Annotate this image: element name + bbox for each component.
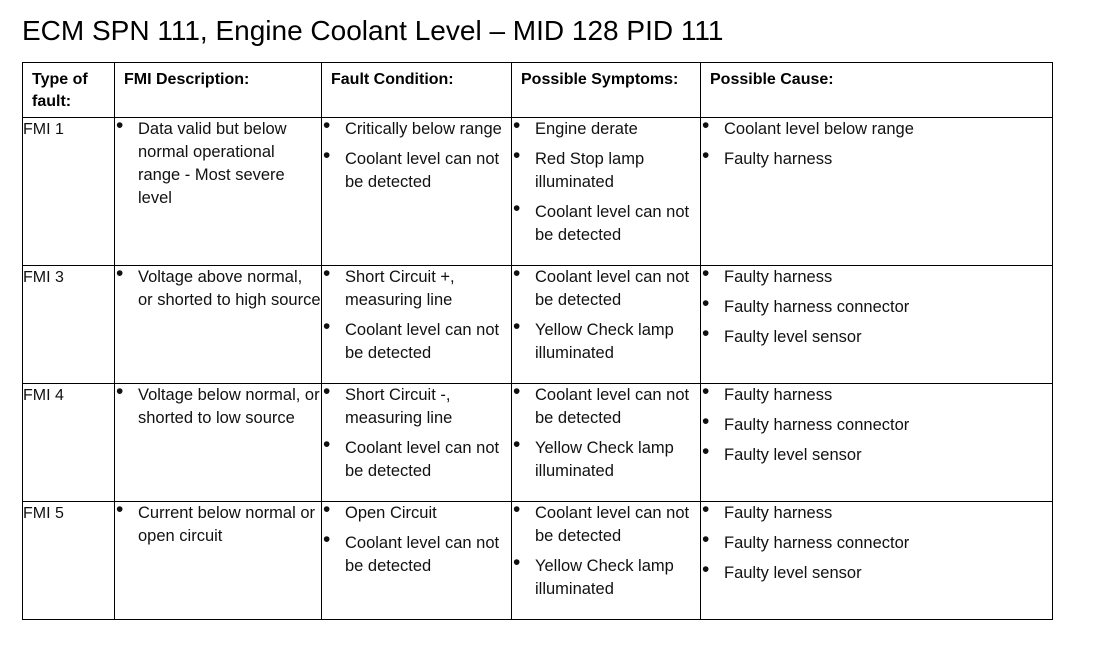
cause-item: • Faulty harness — [701, 502, 1052, 525]
symptom-item: • Coolant level can not be detected — [512, 266, 700, 312]
condition-item: • Short Circuit +, measuring line — [322, 266, 511, 312]
condition-item: • Coolant level can not be detected — [322, 437, 511, 483]
cause-item: • Faulty level sensor — [701, 444, 1052, 467]
fault-condition-cell — [322, 266, 512, 384]
symptom-item: • Engine derate — [512, 118, 700, 141]
symptom-item: • Coolant level can not be detected — [512, 502, 700, 548]
symptom-item: • Coolant level can not be detected — [512, 201, 700, 247]
cause-item: • Faulty level sensor — [701, 562, 1052, 585]
symptom-item: • Yellow Check lamp illuminated — [512, 437, 700, 483]
symptoms-cell — [512, 266, 701, 384]
header-fmi-description: FMI Description: — [115, 63, 322, 118]
causes-cell — [701, 384, 1053, 502]
symptoms-cell — [512, 502, 701, 620]
condition-item: • Coolant level can not be detected — [322, 319, 511, 365]
description-item: • Current below normal or open circuit — [115, 502, 321, 548]
page-title: ECM SPN 111, Engine Coolant Level – MID 128 PID 111 — [22, 15, 724, 46]
cause-item: • Faulty harness connector — [701, 532, 1052, 555]
fault-condition-cell — [322, 118, 512, 266]
symptom-item: • Yellow Check lamp illuminated — [512, 319, 700, 365]
cause-item: • Faulty harness — [701, 148, 1052, 171]
cause-item: • Faulty level sensor — [701, 326, 1052, 349]
symptoms-cell — [512, 118, 701, 266]
description-item: • Voltage above normal, or shorted to high source — [115, 266, 321, 312]
cause-item: • Faulty harness — [701, 384, 1052, 407]
cause-item: • Faulty harness connector — [701, 296, 1052, 319]
fmi-label: FMI 5 — [23, 505, 64, 522]
condition-item: • Short Circuit -, measuring line — [322, 384, 511, 430]
causes-cell — [701, 502, 1053, 620]
condition-item: • Coolant level can not be detected — [322, 532, 511, 578]
cause-item: • Faulty harness connector — [701, 414, 1052, 437]
description-item: • Data valid but below normal operational range - Most severe level — [115, 118, 321, 210]
symptom-item: • Coolant level can not be detected — [512, 384, 700, 430]
symptom-item: • Red Stop lamp illuminated — [512, 148, 700, 194]
fmi-description-cell — [115, 502, 322, 620]
table-row-fmi-4 — [23, 384, 1053, 502]
causes-cell — [701, 266, 1053, 384]
causes-cell — [701, 118, 1053, 266]
condition-item: • Critically below range — [322, 118, 511, 141]
symptoms-cell — [512, 384, 701, 502]
table-row-fmi-5 — [23, 502, 1053, 620]
table-row-fmi-1 — [23, 118, 1053, 266]
table-row-fmi-3 — [23, 266, 1053, 384]
cause-item: • Faulty harness — [701, 266, 1052, 289]
header-type-of-fault: Type of fault: — [23, 63, 115, 118]
header-row — [23, 63, 1053, 118]
fault-type-cell — [23, 384, 115, 502]
fmi-description-cell — [115, 118, 322, 266]
fmi-label: FMI 3 — [23, 269, 64, 286]
fmi-label: FMI 4 — [23, 387, 64, 404]
fmi-label: FMI 1 — [23, 121, 64, 138]
description-item: • Voltage below normal, or shorted to low source — [115, 384, 321, 430]
fault-condition-cell — [322, 384, 512, 502]
fmi-description-cell — [115, 266, 322, 384]
fmi-description-cell — [115, 384, 322, 502]
fault-condition-cell — [322, 502, 512, 620]
header-possible-cause: Possible Cause: — [701, 63, 1053, 118]
fault-type-cell — [23, 118, 115, 266]
condition-item: • Open Circuit — [322, 502, 511, 525]
fault-table — [22, 62, 1053, 620]
condition-item: • Coolant level can not be detected — [322, 148, 511, 194]
header-fault-condition: Fault Condition: — [322, 63, 512, 118]
fault-type-cell — [23, 266, 115, 384]
symptom-item: • Yellow Check lamp illuminated — [512, 555, 700, 601]
fault-type-cell — [23, 502, 115, 620]
header-possible-symptoms: Possible Symptoms: — [512, 63, 701, 118]
cause-item: • Coolant level below range — [701, 118, 1052, 141]
